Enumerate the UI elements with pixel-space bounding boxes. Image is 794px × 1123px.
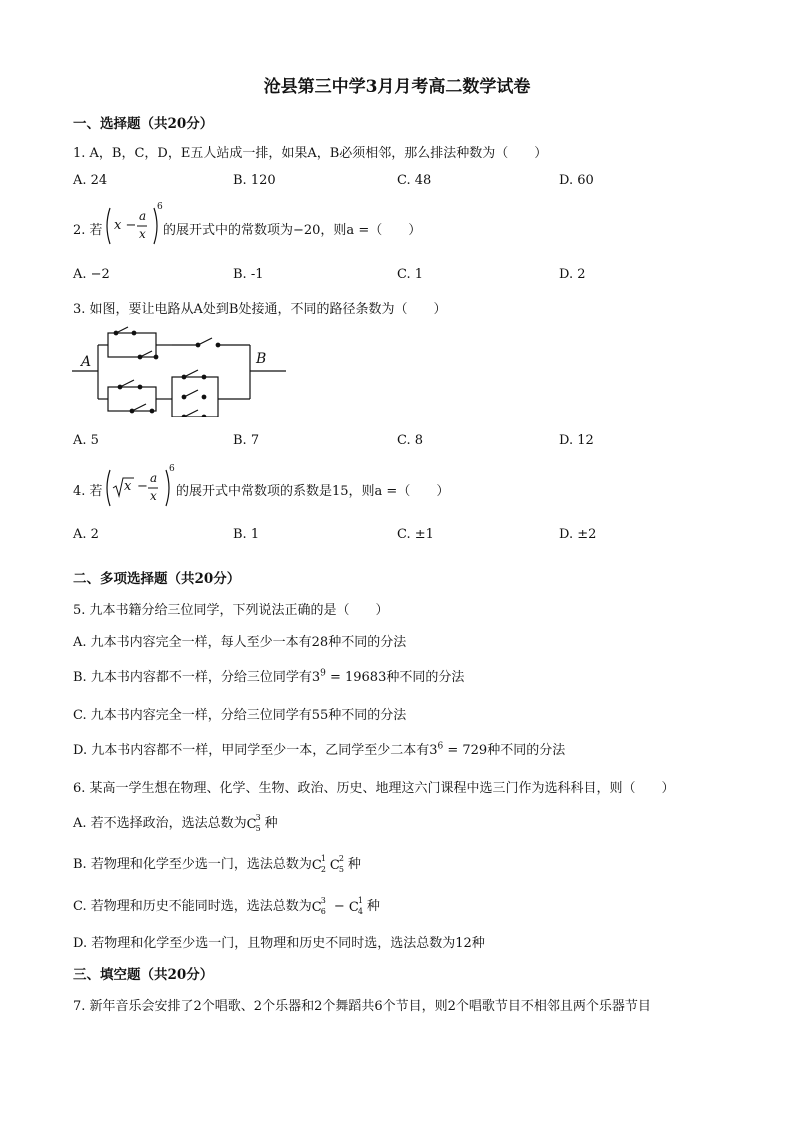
section-heading: 一、选择题（共20分） — [73, 116, 214, 132]
q4-expr-power: 6 — [169, 464, 175, 474]
q2-option-d: D. 2 — [559, 267, 586, 282]
q5-option-c: C. 九本书内容完全一样，分给三位同学有55种不同的分法 — [73, 708, 407, 723]
q3-option-b: B. 7 — [233, 433, 260, 448]
q5-b-exp: 9 — [320, 668, 326, 679]
q1-option-a: A. 24 — [73, 173, 108, 188]
q6-b-pre: B. 若物理和化学至少选一门，选法总数为 — [73, 857, 312, 872]
q2-expr-power: 6 — [157, 202, 163, 212]
q6-option-c — [73, 895, 380, 915]
q3-option-c: C. 8 — [397, 433, 424, 448]
q1-option-d: D. 60 — [559, 173, 594, 188]
q2-binomial-expression — [104, 202, 162, 248]
q4-option-b: B. 1 — [233, 527, 260, 542]
q4-expr-root: x — [124, 479, 132, 494]
q5-d-exp: 6 — [437, 741, 444, 752]
q4-option-d: D. ±2 — [559, 527, 597, 542]
q2-option-b: B. -1 — [233, 267, 264, 282]
q5-d-post: = 729种不同的分法 — [443, 743, 566, 758]
q6-a-post: 种 — [264, 816, 278, 831]
section-heading: 三、填空题（共20分） — [73, 967, 214, 983]
q5-d-pre: D. 九本书内容都不一样，甲同学至少一本，乙同学至少二本有3 — [73, 743, 438, 758]
q5-option-d — [73, 739, 565, 758]
comb-symbol: C 1 2 — [311, 853, 326, 874]
q5-b-pre: B. 九本书内容都不一样，分给三位同学有3 — [73, 670, 321, 685]
q6-b-post: 种 — [347, 857, 361, 872]
q6-option-d: D. 若物理和化学至少选一门，且物理和历史不同时选，选法总数为12种 — [73, 936, 485, 951]
q5-option-a: A. 九本书内容完全一样，每人至少一本有28种不同的分法 — [73, 635, 407, 650]
q2-expr-num: a — [139, 209, 147, 223]
q6-option-b — [73, 853, 361, 873]
q4-expr-num: a — [150, 471, 158, 485]
q3-option-a: A. 5 — [73, 433, 99, 448]
q4-option-c: C. ±1 — [397, 527, 434, 542]
q5-option-b — [73, 666, 464, 685]
q1-option-b: B. 120 — [233, 173, 276, 188]
question-1: 1. A，B，C，D，E五人站成一排，如果A，B必须相邻，那么排法种数为（ ） — [73, 146, 548, 161]
q3-option-d: D. 12 — [559, 433, 594, 448]
q6-a-pre: A. 若不选择政治，选法总数为 — [73, 816, 247, 831]
q2-expr-x: x − — [114, 218, 137, 233]
question-4-prefix: 4. 若 — [73, 484, 103, 499]
q6-option-a — [73, 812, 278, 832]
comb-symbol: C 3 6 — [311, 895, 326, 916]
q2-option-c: C. 1 — [397, 267, 424, 282]
comb-symbol: C 1 4 — [348, 895, 364, 916]
question-6: 6. 某高一学生想在物理、化学、生物、政治、历史、地理这六门课程中选三门作为选科科目，则（ ） — [73, 781, 675, 796]
question-5: 5. 九本书籍分给三位同学，下列说法正确的是（ ） — [73, 603, 389, 618]
minus-sign: − — [329, 899, 349, 914]
question-4-suffix: 的展开式中常数项的系数是15，则a =（ ） — [176, 484, 450, 499]
question-3: 3. 如图，要让电路从A处到B处接通，不同的路径条数为（ ） — [73, 302, 447, 317]
q6-c-post: 种 — [366, 899, 380, 914]
q4-binomial-expression — [104, 464, 174, 510]
q2-expr-den: x — [139, 227, 146, 241]
q4-option-a: A. 2 — [73, 527, 99, 542]
comb-symbol: C 3 5 — [246, 812, 261, 833]
circuit-diagram — [72, 325, 292, 417]
q4-expr-minus: − — [137, 479, 148, 494]
q5-b-post: = 19683种不同的分法 — [325, 670, 465, 685]
comb-symbol: C 2 5 — [329, 853, 344, 874]
q6-c-pre: C. 若物理和历史不能同时选，选法总数为 — [73, 899, 312, 914]
question-2-suffix: 的展开式中的常数项为−20，则a =（ ） — [163, 223, 422, 238]
q4-expr-den: x — [150, 489, 157, 503]
page-title: 沧县第三中学3月月考高二数学试卷 — [263, 77, 531, 97]
q2-option-a: A. −2 — [73, 267, 110, 282]
section-heading: 二、多项选择题（共20分） — [73, 571, 241, 587]
question-7: 7. 新年音乐会安排了2个唱歌、2个乐器和2个舞蹈共6个节目，则2个唱歌节目不相邻且两个乐器节目 — [73, 999, 651, 1014]
circuit-label-b: B — [256, 351, 267, 367]
q1-option-c: C. 48 — [397, 173, 432, 188]
question-2-prefix: 2. 若 — [73, 223, 103, 238]
circuit-label-a: A — [81, 354, 92, 370]
